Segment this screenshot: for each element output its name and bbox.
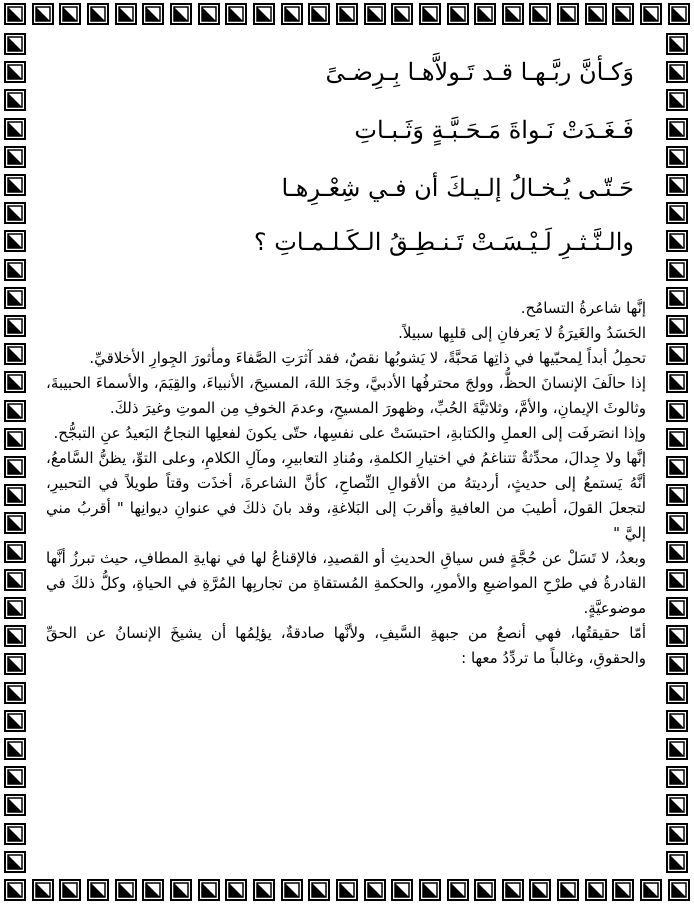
border-tile-icon bbox=[4, 89, 26, 111]
paragraph: وبعدُ، لا تَسَلْ عن حُجَّةٍ فس سياقِ الحديثِ أو القصيدِ، فالإقناعُ لها في نهايةِ المطافِ، حيث تبرزُ أنَّها القادرةُ في طرْحِ المواضيعِ والأمورِ، والحكمةِ المُستقاةِ من تجاربِها المُرَّةِ في الحياةِ، وكلُّ ذلكَ في موضوعيَّةٍ. bbox=[46, 549, 646, 617]
ornamental-border-top bbox=[4, 3, 690, 27]
border-tile-icon bbox=[364, 879, 386, 901]
border-tile-icon bbox=[4, 653, 26, 675]
border-tile-icon bbox=[115, 879, 137, 901]
border-tile-icon bbox=[170, 879, 192, 901]
border-tile-icon bbox=[364, 3, 386, 25]
border-tile-icon bbox=[4, 428, 26, 450]
border-tile-icon bbox=[666, 371, 688, 393]
border-tile-icon bbox=[474, 879, 496, 901]
border-tile-icon bbox=[4, 343, 26, 365]
border-tile-icon bbox=[142, 879, 164, 901]
border-tile-icon bbox=[666, 118, 688, 140]
border-tile-icon bbox=[666, 33, 688, 55]
border-tile-icon bbox=[4, 315, 26, 337]
border-tile-icon bbox=[447, 879, 469, 901]
border-tile-icon bbox=[666, 343, 688, 365]
paragraph: إنَّها ولا جِدالَ، محدِّثةٌ تتناغمُ في اختيارِ الكلمةِ، ومُنادِ التعابيرِ، ومآلِ الكلامِ، وعلى التوِّ، يظنُّ السَّامعُ، أنَّهُ يَستمعُ إلى حديثٍ، أرديتهُ من الأقوالِ النِّصاحِ، كأنَّ الشاعرةَ، أخذَت وقتاً طويلاً في التحبيرِ، لتجعلَ القولَ، أطيبَ من العافيةِ وأقربَ إلى البَلاغةِ، وقد بانَ ذلكَ في عنوانِ ديوانِها " أقربُ مني إليَّ " bbox=[46, 449, 646, 542]
border-tile-icon bbox=[529, 3, 551, 25]
border-tile-icon bbox=[32, 879, 54, 901]
paragraph: أمّا حقيقتُها، فهي أنصعُ من جبهةِ السَّيفِ، ولأنَّها صادقةٌ، يؤلِمُها أن يشيخَ الإنسانُ عن الحقِّ والحقوقِ، وغالباً ما تردِّدُ معها : bbox=[46, 624, 646, 667]
border-tile-icon bbox=[142, 3, 164, 25]
border-tile-icon bbox=[4, 61, 26, 83]
border-tile-icon bbox=[666, 625, 688, 647]
border-tile-icon bbox=[666, 569, 688, 591]
border-tile-icon bbox=[4, 879, 26, 901]
border-tile-icon bbox=[336, 879, 358, 901]
border-tile-icon bbox=[666, 851, 688, 873]
border-tile-icon bbox=[585, 3, 607, 25]
border-tile-icon bbox=[666, 259, 688, 281]
border-tile-icon bbox=[4, 174, 26, 196]
border-tile-icon bbox=[666, 541, 688, 563]
border-tile-icon bbox=[4, 3, 26, 25]
ornamental-border-left bbox=[4, 33, 28, 873]
border-tile-icon bbox=[4, 33, 26, 55]
border-tile-icon bbox=[666, 484, 688, 506]
border-tile-icon bbox=[4, 625, 26, 647]
border-tile-icon bbox=[666, 146, 688, 168]
border-tile-icon bbox=[336, 3, 358, 25]
border-tile-icon bbox=[4, 259, 26, 281]
border-tile-icon bbox=[198, 3, 220, 25]
border-tile-icon bbox=[666, 174, 688, 196]
border-tile-icon bbox=[668, 879, 690, 901]
border-tile-icon bbox=[4, 146, 26, 168]
border-tile-icon bbox=[225, 3, 247, 25]
border-tile-icon bbox=[666, 428, 688, 450]
border-tile-icon bbox=[308, 3, 330, 25]
border-tile-icon bbox=[253, 879, 275, 901]
border-tile-icon bbox=[557, 879, 579, 901]
border-tile-icon bbox=[612, 879, 634, 901]
border-tile-icon bbox=[308, 879, 330, 901]
border-tile-icon bbox=[666, 766, 688, 788]
border-tile-icon bbox=[4, 738, 26, 760]
border-tile-icon bbox=[666, 597, 688, 619]
border-tile-icon bbox=[4, 400, 26, 422]
border-tile-icon bbox=[666, 400, 688, 422]
ornamental-border-right bbox=[666, 33, 690, 873]
border-tile-icon bbox=[529, 879, 551, 901]
page-content bbox=[40, 40, 654, 866]
poem-line: وَكـأنَّ ربَّـهـا قـد تَـولاَّهـا بِـرِضـىً bbox=[325, 58, 634, 86]
border-tile-icon bbox=[640, 879, 662, 901]
border-tile-icon bbox=[87, 3, 109, 25]
border-tile-icon bbox=[4, 710, 26, 732]
border-tile-icon bbox=[59, 3, 81, 25]
border-tile-icon bbox=[666, 61, 688, 83]
border-tile-icon bbox=[87, 879, 109, 901]
border-tile-icon bbox=[4, 202, 26, 224]
border-tile-icon bbox=[281, 3, 303, 25]
border-tile-icon bbox=[666, 823, 688, 845]
border-tile-icon bbox=[666, 738, 688, 760]
border-tile-icon bbox=[4, 794, 26, 816]
border-tile-icon bbox=[666, 287, 688, 309]
border-tile-icon bbox=[4, 118, 26, 140]
border-tile-icon bbox=[253, 3, 275, 25]
border-tile-icon bbox=[4, 682, 26, 704]
border-tile-icon bbox=[666, 315, 688, 337]
border-tile-icon bbox=[666, 456, 688, 478]
poem-line: فَـغَـدَتْ نَـواةَ مَـحَـبَّـةٍ وَثَـبـاتِ bbox=[354, 116, 634, 144]
poem-line: حَـتّـى يُـخـالُ إلـيـكَ أن فـي شِعْـرِهـا bbox=[281, 174, 634, 202]
border-tile-icon bbox=[666, 230, 688, 252]
border-tile-icon bbox=[115, 3, 137, 25]
border-tile-icon bbox=[666, 512, 688, 534]
border-tile-icon bbox=[612, 3, 634, 25]
border-tile-icon bbox=[666, 682, 688, 704]
border-tile-icon bbox=[170, 3, 192, 25]
border-tile-icon bbox=[4, 287, 26, 309]
prose-block bbox=[46, 296, 646, 671]
border-tile-icon bbox=[4, 541, 26, 563]
border-tile-icon bbox=[474, 3, 496, 25]
border-tile-icon bbox=[585, 879, 607, 901]
border-tile-icon bbox=[447, 3, 469, 25]
border-tile-icon bbox=[666, 653, 688, 675]
border-tile-icon bbox=[32, 3, 54, 25]
paragraph: إنَّها شاعرةُ التسامُح. bbox=[520, 299, 646, 317]
paragraph: وإذا انصَرفَت إلى العملِ والكتابةِ، احتبسَتْ على نفسِها، حتّى يكونَ لفعلِها النجاحُ البَعيدُ عنِ التبجُّح. bbox=[53, 424, 646, 442]
paragraph: الحَسَدُ والغَيرَةُ لا يَعرفانِ إلى قلبِها سبيلاً. bbox=[398, 324, 646, 342]
border-tile-icon bbox=[666, 794, 688, 816]
ornamental-border-bottom bbox=[4, 879, 690, 903]
poem-line: والـنَّـثـرِ لَـيْـسَـتْ تَـنـطِـقُ الـكَـلـمـاتِ ؟ bbox=[253, 228, 634, 256]
border-tile-icon bbox=[391, 3, 413, 25]
paragraph: إذا حالَفَ الإنسانَ الحظُّ، وولجَ محترفُها الأدبيَّ، وجَدَ اللهَ، المسيحَ، الأنبياءَ، والقِيَمَ، والأسماءَ الحبيبةَ، وثالوثَ الإيمانِ، والأمَّ، وثلاثيَّةَ الحُبِّ، وظهورَ المسيحِ، وعدمَ الخوفِ مِن الموتِ وغيرَ ذلكَ. bbox=[46, 374, 646, 417]
border-tile-icon bbox=[668, 3, 690, 25]
border-tile-icon bbox=[59, 879, 81, 901]
border-tile-icon bbox=[502, 879, 524, 901]
border-tile-icon bbox=[4, 230, 26, 252]
paragraph: تحمِلُ أبداً لِمحبّيها في ذاتِها مَحبَّةً، لا يَشوبُها نقصٌ، فقد آثرَتِ الصَّفاءَ ومأثورَ الجِوارِ الأخلاقيِّ. bbox=[89, 349, 646, 367]
border-tile-icon bbox=[640, 3, 662, 25]
border-tile-icon bbox=[198, 879, 220, 901]
border-tile-icon bbox=[557, 3, 579, 25]
border-tile-icon bbox=[4, 484, 26, 506]
border-tile-icon bbox=[4, 569, 26, 591]
border-tile-icon bbox=[502, 3, 524, 25]
border-tile-icon bbox=[4, 371, 26, 393]
border-tile-icon bbox=[225, 879, 247, 901]
border-tile-icon bbox=[4, 823, 26, 845]
border-tile-icon bbox=[666, 89, 688, 111]
border-tile-icon bbox=[281, 879, 303, 901]
border-tile-icon bbox=[391, 879, 413, 901]
border-tile-icon bbox=[666, 710, 688, 732]
border-tile-icon bbox=[4, 851, 26, 873]
border-tile-icon bbox=[419, 3, 441, 25]
border-tile-icon bbox=[4, 456, 26, 478]
border-tile-icon bbox=[666, 202, 688, 224]
border-tile-icon bbox=[4, 512, 26, 534]
border-tile-icon bbox=[4, 766, 26, 788]
border-tile-icon bbox=[419, 879, 441, 901]
border-tile-icon bbox=[4, 597, 26, 619]
